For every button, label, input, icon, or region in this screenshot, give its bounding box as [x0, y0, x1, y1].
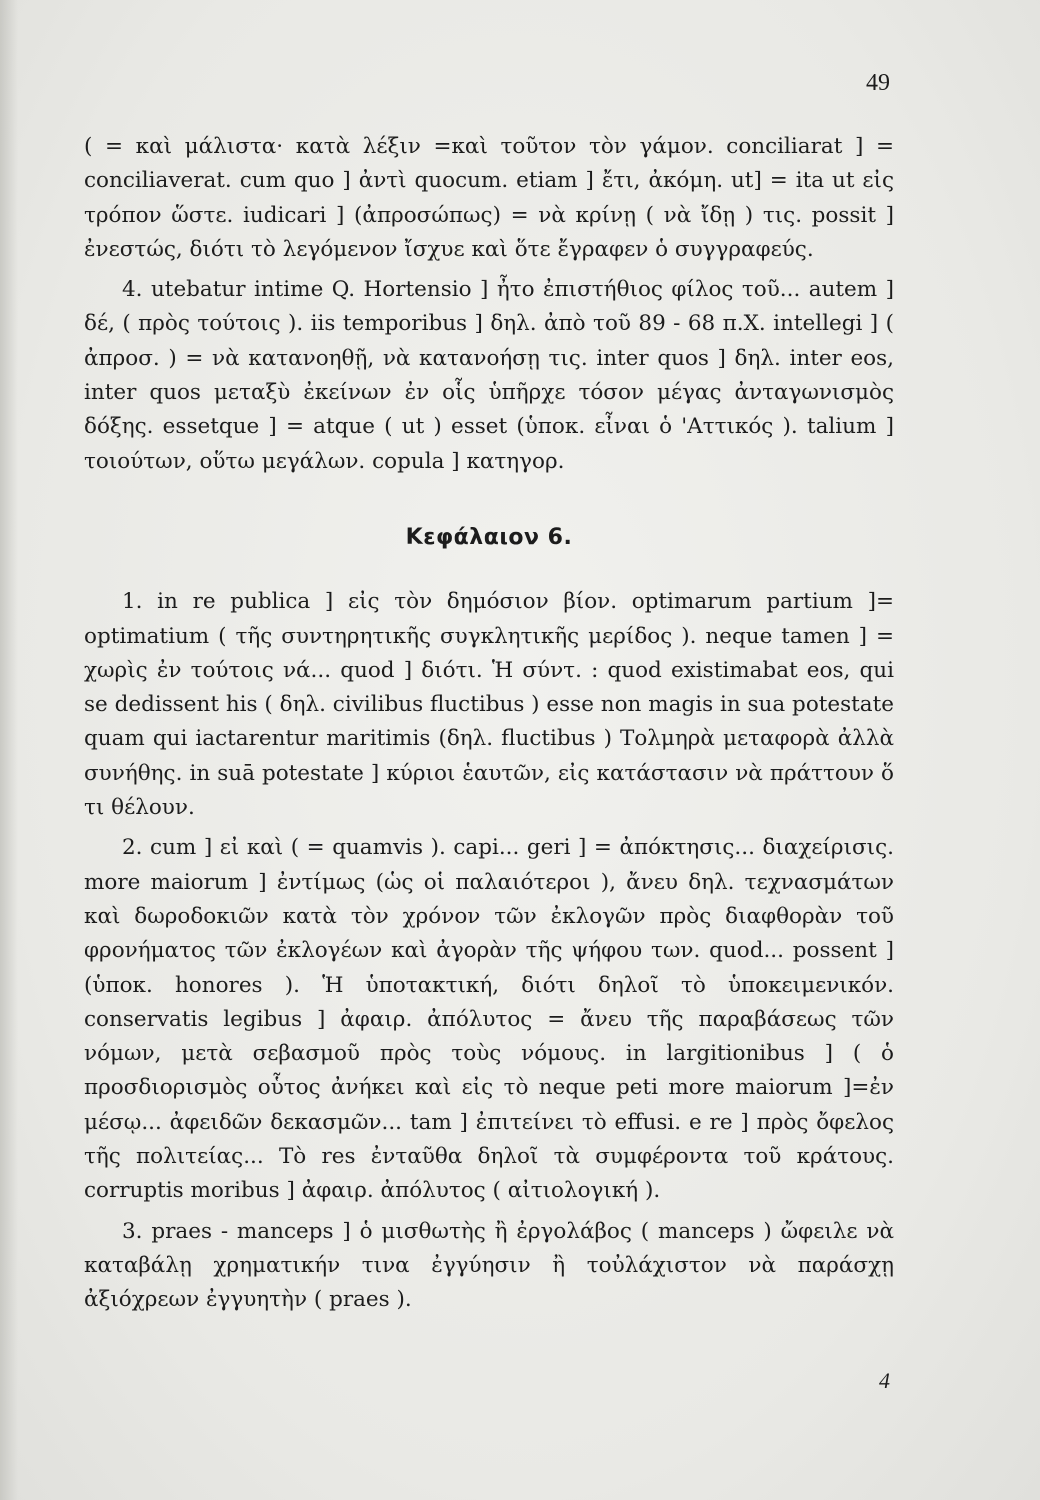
- paragraph-commentary-5: 3. praes - manceps ] ὁ μισθωτὴς ἢ ἐργολάβος ( manceps ) ὤφειλε νὰ καταβάλῃ χρηματικήν τινα ἐγγύησιν ἢ τοὐλάχιστον νὰ παράσχῃ ἀξιόχρεων ἐγγυητὴν ( praes ).: [84, 1218, 894, 1313]
- page-number: 49: [866, 70, 890, 96]
- paragraph-commentary-3: 1. in re publica ] εἰς τὸν δημόσιον βίον. optimarum partium ]= optimatium ( τῆς συντηρητικῆς συγκλητικῆς μερίδος ). neque tamen ] = χωρὶς ἐν τούτοις νά... quod ] διότι. Ἡ σύντ. : quod existimabat eos, qui se dedissent his ( δηλ. civilibus fluctibus ) esse non magis in sua potestate quam qui iactarentur maritimis (δηλ. fluctibus ) Τολμηρὰ μεταφορὰ ἀλλὰ συνήθης. in suā potestate ] κύριοι ἑαυτῶν, εἰς κατάστασιν νὰ πράττουν ὅ τι θέλουν.: [84, 589, 894, 821]
- printer-signature-mark: 4: [879, 1368, 890, 1393]
- page-body: [84, 130, 894, 1318]
- paragraph-commentary-4: 2. cum ] εἰ καὶ ( = quamvis ). capi... geri ] = ἀπόκτησις... διαχείρισις. more maiorum ] ἐντίμως (ὡς οἱ παλαιότεροι ), ἄνευ δηλ. τεχνασμάτων καὶ δωροδοκιῶν κατὰ τὸν χρόνον τῶν ἐκλογῶν πρὸς διαφθορὰν τοῦ φρονήματος τῶν ἐκλογέων καὶ ἀγορὰν τῆς ψήφου των. quod... possent ] (ὑποκ. honores ). Ἡ ὑποτακτική, διότι δηλοῖ τὸ ὑποκειμενικόν. conservatis legibus ] ἀφαιρ. ἀπόλυτος = ἄνευ τῆς παραβάσεως τῶν νόμων, μετὰ σεβασμοῦ πρὸς τοὺς νόμους. in largitionibus ] ( ὁ προσδιορισμὸς οὗτος ἀνήκει καὶ εἰς τὸ neque peti more maiorum ]=ἐν μέσῳ... ἀφειδῶν δεκασμῶν... tam ] ἐπιτείνει τὸ effusi. e re ] πρὸς ὄφελος τῆς πολιτείας... Τὸ res ἐνταῦθα δηλοῖ τὰ συμφέροντα τοῦ κράτους. corruptis moribus ] ἀφαιρ. ἀπόλυτος ( αἰτιολογική ).: [84, 835, 894, 1204]
- chapter-heading: Κεφάλαιον 6.: [405, 524, 573, 550]
- paragraph-commentary-1: ( = καὶ μάλιστα· κατὰ λέξιν =καὶ τοῦτον τὸν γάμον. conciliarat ] = conciliaverat. cum quo ] ἀντὶ quocum. etiam ] ἔτι, ἀκόμη. ut] = ita ut εἰς τρόπον ὥστε. iudicari ] (ἀπροσώπως) = νὰ κρίνῃ ( νὰ ἴδῃ ) τις. possit ] ἐνεστώς, διότι τὸ λεγόμενον ἴσχυε καὶ ὅτε ἔγραφεν ὁ συγγραφεύς.: [84, 134, 894, 262]
- page-gutter-shadow: [0, 0, 18, 1500]
- paragraph-commentary-2: 4. utebatur intime Q. Hortensio ] ἦτο ἐπιστήθιος φίλος τοῦ... autem ] δέ, ( πρὸς τούτοις ). iis temporibus ] δηλ. ἀπὸ τοῦ 89 - 68 π.Χ. intellegi ] ( ἀπροσ. ) = νὰ κατανοηθῇ, νὰ κατανοήσῃ τις. inter quos ] δηλ. inter eos, inter quos μεταξὺ ἐκείνων ἐν οἷς ὑπῆρχε τόσον μέγας ἀνταγωνισμὸς δόξης. essetque ] = atque ( ut ) esset (ὑποκ. εἶναι ὁ 'Αττικός ). talium ] τοιούτων, οὕτω μεγάλων. copula ] κατηγορ.: [84, 277, 894, 474]
